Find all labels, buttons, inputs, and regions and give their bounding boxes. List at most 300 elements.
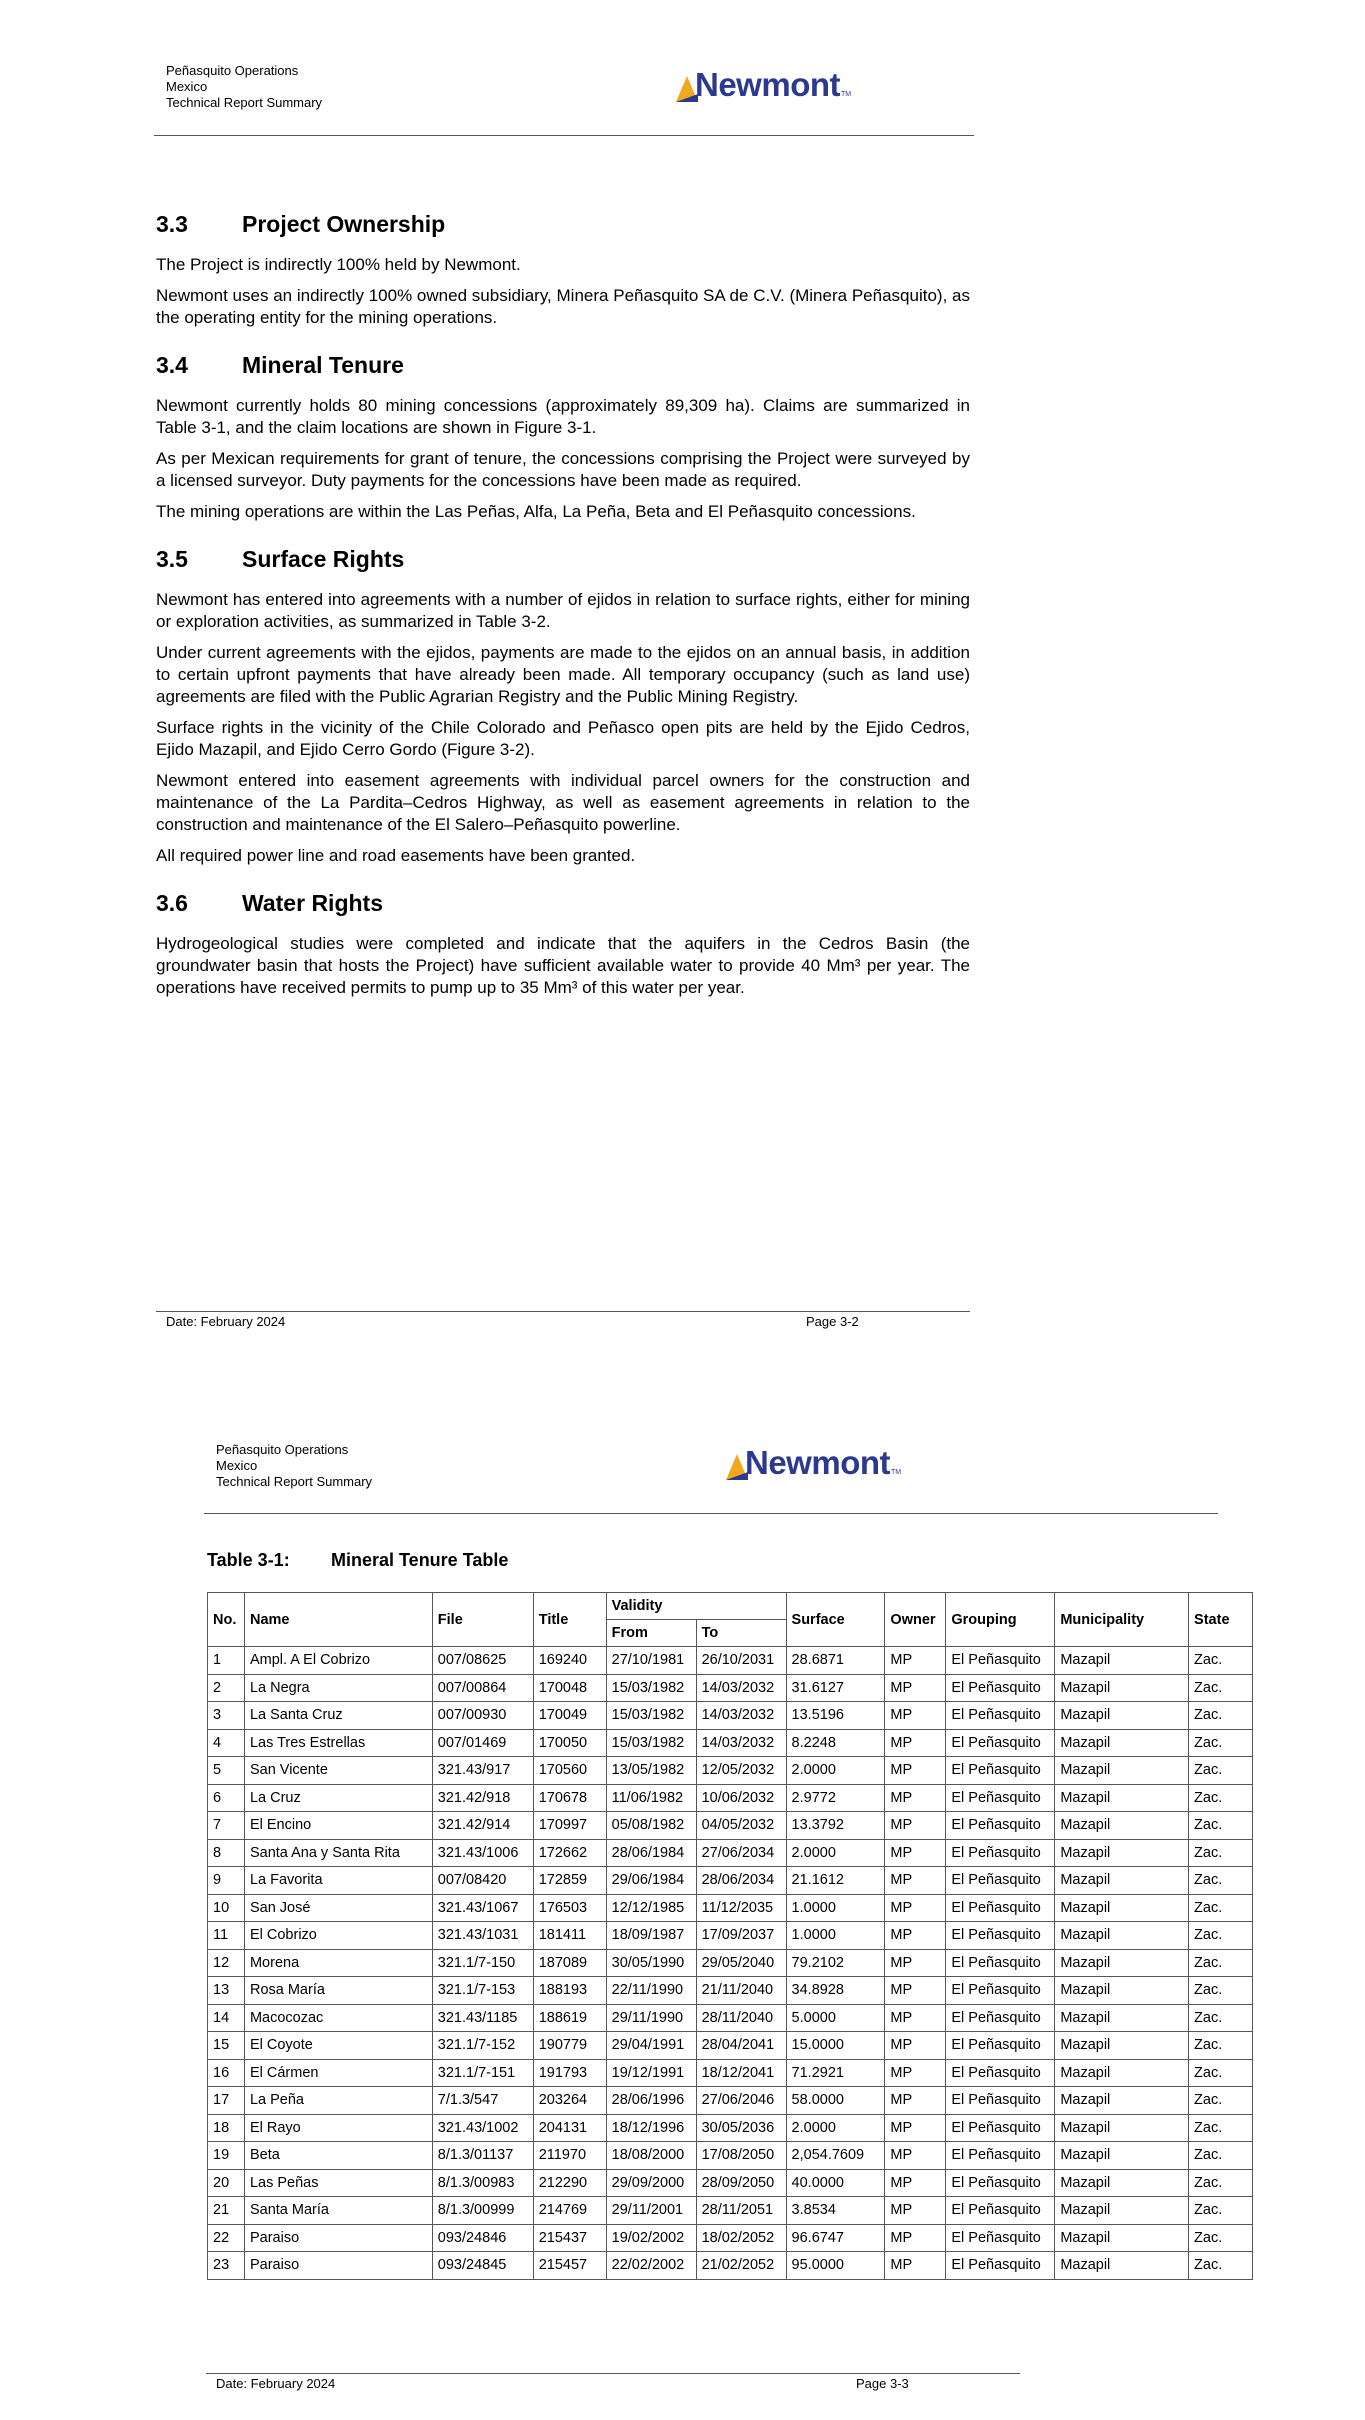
section-number: 3.5 — [156, 546, 188, 572]
table-row — [208, 2087, 1253, 2115]
cell-surface: 34.8928 — [786, 1977, 885, 2005]
cell-title: 187089 — [533, 1949, 606, 1977]
cell-owner: MP — [885, 1949, 946, 1977]
cell-municipality: Mazapil — [1055, 1729, 1189, 1757]
cell-title: 172662 — [533, 1839, 606, 1867]
col-header-title: Title — [533, 1593, 606, 1647]
cell-file: 007/00864 — [432, 1674, 533, 1702]
cell-valid-to: 14/03/2032 — [696, 1702, 786, 1730]
cell-name: El Coyote — [244, 2032, 432, 2060]
cell-state: Zac. — [1189, 1702, 1253, 1730]
cell-owner: MP — [885, 2224, 946, 2252]
cell-grouping: El Peñasquito — [946, 1674, 1055, 1702]
header-country: Mexico — [216, 1458, 258, 1473]
cell-state: Zac. — [1189, 1729, 1253, 1757]
cell-surface: 21.1612 — [786, 1867, 885, 1895]
cell-no: 5 — [208, 1757, 245, 1785]
cell-no: 20 — [208, 2169, 245, 2197]
table-row — [208, 1674, 1253, 1702]
cell-municipality: Mazapil — [1055, 1757, 1189, 1785]
cell-owner: MP — [885, 1867, 946, 1895]
section-number: 3.6 — [156, 890, 188, 916]
cell-municipality: Mazapil — [1055, 1702, 1189, 1730]
cell-no: 10 — [208, 1894, 245, 1922]
cell-surface: 2.0000 — [786, 1839, 885, 1867]
cell-file: 321.43/917 — [432, 1757, 533, 1785]
cell-municipality: Mazapil — [1055, 2169, 1189, 2197]
table-row — [208, 1867, 1253, 1895]
cell-name: Paraiso — [244, 2224, 432, 2252]
cell-valid-from: 15/03/1982 — [606, 1702, 696, 1730]
cell-valid-to: 14/03/2032 — [696, 1729, 786, 1757]
cell-surface: 1.0000 — [786, 1922, 885, 1950]
cell-state: Zac. — [1189, 2224, 1253, 2252]
cell-valid-from: 29/11/2001 — [606, 2197, 696, 2225]
cell-valid-to: 27/06/2034 — [696, 1839, 786, 1867]
header-operation: Peñasquito Operations — [216, 1442, 349, 1457]
table-row — [208, 2004, 1253, 2032]
cell-title: 170678 — [533, 1784, 606, 1812]
cell-state: Zac. — [1189, 2142, 1253, 2170]
cell-title: 170048 — [533, 1674, 606, 1702]
cell-municipality: Mazapil — [1055, 1812, 1189, 1840]
header-divider — [154, 135, 974, 136]
cell-state: Zac. — [1189, 2169, 1253, 2197]
cell-municipality: Mazapil — [1055, 2252, 1189, 2280]
cell-valid-from: 18/12/1996 — [606, 2114, 696, 2142]
cell-grouping: El Peñasquito — [946, 1977, 1055, 2005]
col-header-name: Name — [244, 1593, 432, 1647]
cell-grouping: El Peñasquito — [946, 2004, 1055, 2032]
table-row — [208, 2252, 1253, 2280]
cell-surface: 31.6127 — [786, 1674, 885, 1702]
cell-surface: 95.0000 — [786, 2252, 885, 2280]
cell-name: El Rayo — [244, 2114, 432, 2142]
cell-valid-from: 18/09/1987 — [606, 1922, 696, 1950]
cell-name: Santa María — [244, 2197, 432, 2225]
cell-owner: MP — [885, 2004, 946, 2032]
cell-owner: MP — [885, 1894, 946, 1922]
cell-grouping: El Peñasquito — [946, 1729, 1055, 1757]
cell-state: Zac. — [1189, 1757, 1253, 1785]
paragraph: The mining operations are within the Las Peñas, Alfa, La Peña, Beta and El Peñasquito concessions. — [156, 502, 916, 521]
cell-name: San Vicente — [244, 1757, 432, 1785]
cell-state: Zac. — [1189, 2087, 1253, 2115]
cell-valid-from: 13/05/1982 — [606, 1757, 696, 1785]
cell-title: 212290 — [533, 2169, 606, 2197]
cell-surface: 96.6747 — [786, 2224, 885, 2252]
cell-municipality: Mazapil — [1055, 2004, 1189, 2032]
page-3-3 — [0, 1370, 1365, 2420]
cell-valid-from: 28/06/1984 — [606, 1839, 696, 1867]
cell-surface: 5.0000 — [786, 2004, 885, 2032]
table-header-row — [208, 1593, 1253, 1620]
cell-state: Zac. — [1189, 1784, 1253, 1812]
cell-grouping: El Peñasquito — [946, 2224, 1055, 2252]
newmont-logo — [726, 1446, 901, 1480]
cell-file: 093/24845 — [432, 2252, 533, 2280]
page-body — [156, 210, 970, 1021]
section-title: Water Rights — [242, 890, 383, 916]
cell-owner: MP — [885, 1647, 946, 1675]
col-header-surface: Surface — [786, 1593, 885, 1647]
footer-page-number: Page 3-3 — [856, 2376, 909, 2391]
paragraph: Surface rights in the vicinity of the Chile Colorado and Peñasco open pits are held by the Ejido Cedros, Ejido Mazapil, and Ejido Cerro Gordo (Figure 3-2). — [156, 718, 970, 759]
cell-owner: MP — [885, 1729, 946, 1757]
cell-owner: MP — [885, 2087, 946, 2115]
cell-title: 170049 — [533, 1702, 606, 1730]
cell-file: 007/08420 — [432, 1867, 533, 1895]
cell-valid-from: 29/09/2000 — [606, 2169, 696, 2197]
table-title: Mineral Tenure Table — [331, 1550, 509, 1570]
cell-name: La Negra — [244, 1674, 432, 1702]
cell-valid-to: 26/10/2031 — [696, 1647, 786, 1675]
cell-file: 007/01469 — [432, 1729, 533, 1757]
cell-file: 321.43/1067 — [432, 1894, 533, 1922]
section-water-rights — [156, 889, 970, 999]
cell-valid-to: 27/06/2046 — [696, 2087, 786, 2115]
cell-state: Zac. — [1189, 2032, 1253, 2060]
cell-surface: 2,054.7609 — [786, 2142, 885, 2170]
logo-trademark: TM — [891, 1469, 902, 1476]
cell-owner: MP — [885, 2169, 946, 2197]
cell-valid-to: 12/05/2032 — [696, 1757, 786, 1785]
section-surface-rights — [156, 545, 970, 867]
cell-no: 17 — [208, 2087, 245, 2115]
cell-no: 18 — [208, 2114, 245, 2142]
cell-valid-from: 29/04/1991 — [606, 2032, 696, 2060]
table-row — [208, 2169, 1253, 2197]
table-row — [208, 1922, 1253, 1950]
cell-title: 215437 — [533, 2224, 606, 2252]
logo-wordmark: Newmont — [745, 1444, 890, 1481]
cell-valid-to: 28/11/2040 — [696, 2004, 786, 2032]
footer-divider — [206, 2373, 1020, 2374]
col-header-from: From — [606, 1620, 696, 1647]
section-mineral-tenure — [156, 351, 970, 523]
cell-grouping: El Peñasquito — [946, 1949, 1055, 1977]
cell-surface: 8.2248 — [786, 1729, 885, 1757]
cell-owner: MP — [885, 1784, 946, 1812]
cell-valid-from: 11/06/1982 — [606, 1784, 696, 1812]
cell-name: El Cobrizo — [244, 1922, 432, 1950]
cell-surface: 2.0000 — [786, 1757, 885, 1785]
cell-no: 6 — [208, 1784, 245, 1812]
cell-file: 8/1.3/01137 — [432, 2142, 533, 2170]
header-report-type: Technical Report Summary — [216, 1474, 373, 1489]
cell-grouping: El Peñasquito — [946, 2114, 1055, 2142]
cell-municipality: Mazapil — [1055, 1674, 1189, 1702]
cell-title: 169240 — [533, 1647, 606, 1675]
cell-owner: MP — [885, 1812, 946, 1840]
paragraph: Newmont has entered into agreements with a number of ejidos in relation to surface rights, either for mining or exploration activities, as summarized in Table 3-2. — [156, 590, 970, 631]
cell-state: Zac. — [1189, 1812, 1253, 1840]
cell-grouping: El Peñasquito — [946, 2087, 1055, 2115]
section-title: Mineral Tenure — [242, 352, 404, 378]
cell-name: La Santa Cruz — [244, 1702, 432, 1730]
cell-valid-to: 10/06/2032 — [696, 1784, 786, 1812]
cell-valid-to: 18/12/2041 — [696, 2059, 786, 2087]
cell-title: 188193 — [533, 1977, 606, 2005]
cell-valid-to: 28/06/2034 — [696, 1867, 786, 1895]
cell-title: 170997 — [533, 1812, 606, 1840]
cell-valid-from: 05/08/1982 — [606, 1812, 696, 1840]
mineral-tenure-table — [207, 1592, 1253, 2280]
cell-title: 176503 — [533, 1894, 606, 1922]
cell-title: 191793 — [533, 2059, 606, 2087]
cell-title: 214769 — [533, 2197, 606, 2225]
cell-owner: MP — [885, 2059, 946, 2087]
cell-valid-to: 21/02/2052 — [696, 2252, 786, 2280]
cell-surface: 3.8534 — [786, 2197, 885, 2225]
cell-valid-to: 11/12/2035 — [696, 1894, 786, 1922]
cell-valid-to: 30/05/2036 — [696, 2114, 786, 2142]
cell-valid-to: 28/04/2041 — [696, 2032, 786, 2060]
cell-no: 11 — [208, 1922, 245, 1950]
section-heading — [156, 545, 970, 573]
cell-valid-from: 15/03/1982 — [606, 1729, 696, 1757]
table-row — [208, 1702, 1253, 1730]
cell-state: Zac. — [1189, 2252, 1253, 2280]
cell-title: 215457 — [533, 2252, 606, 2280]
cell-state: Zac. — [1189, 2114, 1253, 2142]
cell-file: 321.43/1002 — [432, 2114, 533, 2142]
table-row — [208, 1729, 1253, 1757]
table-row — [208, 2114, 1253, 2142]
cell-surface: 15.0000 — [786, 2032, 885, 2060]
cell-grouping: El Peñasquito — [946, 2142, 1055, 2170]
cell-file: 321.42/914 — [432, 1812, 533, 1840]
cell-no: 8 — [208, 1839, 245, 1867]
cell-owner: MP — [885, 2252, 946, 2280]
paragraph: Newmont uses an indirectly 100% owned subsidiary, Minera Peñasquito SA de C.V. (Minera Peñasquito), as the operating entity for the mining operations. — [156, 286, 970, 327]
cell-valid-to: 28/09/2050 — [696, 2169, 786, 2197]
cell-owner: MP — [885, 1702, 946, 1730]
cell-title: 203264 — [533, 2087, 606, 2115]
cell-municipality: Mazapil — [1055, 2087, 1189, 2115]
cell-grouping: El Peñasquito — [946, 1839, 1055, 1867]
cell-name: Paraiso — [244, 2252, 432, 2280]
col-header-no: No. — [208, 1593, 245, 1647]
cell-name: El Encino — [244, 1812, 432, 1840]
cell-valid-to: 17/09/2037 — [696, 1922, 786, 1950]
cell-name: Beta — [244, 2142, 432, 2170]
footer-divider — [156, 1311, 970, 1312]
cell-file: 8/1.3/00983 — [432, 2169, 533, 2197]
cell-municipality: Mazapil — [1055, 2032, 1189, 2060]
cell-file: 321.42/918 — [432, 1784, 533, 1812]
table-row — [208, 2197, 1253, 2225]
cell-valid-to: 18/02/2052 — [696, 2224, 786, 2252]
table-row — [208, 1784, 1253, 1812]
col-header-validity: Validity — [606, 1593, 786, 1620]
cell-grouping: El Peñasquito — [946, 1757, 1055, 1785]
cell-state: Zac. — [1189, 1894, 1253, 1922]
newmont-logo — [676, 68, 851, 102]
cell-valid-from: 27/10/1981 — [606, 1647, 696, 1675]
paragraph: The Project is indirectly 100% held by Newmont. — [156, 255, 521, 274]
cell-valid-from: 12/12/1985 — [606, 1894, 696, 1922]
table-row — [208, 1894, 1253, 1922]
cell-valid-from: 15/03/1982 — [606, 1674, 696, 1702]
cell-title: 188619 — [533, 2004, 606, 2032]
cell-grouping: El Peñasquito — [946, 1702, 1055, 1730]
cell-state: Zac. — [1189, 1674, 1253, 1702]
table-row — [208, 1949, 1253, 1977]
cell-valid-to: 04/05/2032 — [696, 1812, 786, 1840]
table-row — [208, 1812, 1253, 1840]
cell-name: Morena — [244, 1949, 432, 1977]
cell-no: 16 — [208, 2059, 245, 2087]
page-header-text — [216, 1442, 372, 1490]
paragraph: Hydrogeological studies were completed and indicate that the aquifers in the Cedros Basin (the groundwater basin that hosts the Project) have sufficient available water to provide 40 Mm³ per year. The operations have received permits to pump up to 35 Mm³ of this water per year. — [156, 934, 970, 997]
cell-owner: MP — [885, 2114, 946, 2142]
section-heading — [156, 889, 970, 917]
cell-name: San José — [244, 1894, 432, 1922]
cell-state: Zac. — [1189, 1839, 1253, 1867]
cell-owner: MP — [885, 1757, 946, 1785]
cell-title: 170560 — [533, 1757, 606, 1785]
table-row — [208, 1647, 1253, 1675]
section-title: Surface Rights — [242, 546, 405, 572]
cell-valid-from: 19/12/1991 — [606, 2059, 696, 2087]
cell-municipality: Mazapil — [1055, 2142, 1189, 2170]
cell-municipality: Mazapil — [1055, 1867, 1189, 1895]
cell-name: El Cármen — [244, 2059, 432, 2087]
cell-municipality: Mazapil — [1055, 1949, 1189, 1977]
cell-surface: 2.0000 — [786, 2114, 885, 2142]
cell-name: Las Peñas — [244, 2169, 432, 2197]
section-heading — [156, 210, 970, 238]
cell-valid-from: 29/11/1990 — [606, 2004, 696, 2032]
cell-municipality: Mazapil — [1055, 2114, 1189, 2142]
cell-state: Zac. — [1189, 2197, 1253, 2225]
col-header-municipality: Municipality — [1055, 1593, 1189, 1647]
cell-no: 7 — [208, 1812, 245, 1840]
paragraph: Newmont entered into easement agreements with individual parcel owners for the construction and maintenance of the La Pardita–Cedros Highway, as well as easement agreements in relation to the construction and maintenance of the El Salero–Peñasquito powerline. — [156, 771, 970, 834]
table-body — [208, 1647, 1253, 2280]
cell-surface: 28.6871 — [786, 1647, 885, 1675]
cell-municipality: Mazapil — [1055, 1784, 1189, 1812]
cell-surface: 40.0000 — [786, 2169, 885, 2197]
cell-title: 181411 — [533, 1922, 606, 1950]
paragraph: As per Mexican requirements for grant of tenure, the concessions comprising the Project were surveyed by a licensed surveyor. Duty payments for the concessions have been made as required. — [156, 449, 970, 490]
cell-owner: MP — [885, 2197, 946, 2225]
cell-title: 204131 — [533, 2114, 606, 2142]
col-header-to: To — [696, 1620, 786, 1647]
cell-grouping: El Peñasquito — [946, 1812, 1055, 1840]
cell-owner: MP — [885, 1839, 946, 1867]
cell-name: La Favorita — [244, 1867, 432, 1895]
header-divider — [204, 1513, 1218, 1514]
section-title: Project Ownership — [242, 211, 446, 237]
table-row — [208, 1977, 1253, 2005]
cell-state: Zac. — [1189, 1949, 1253, 1977]
cell-file: 007/00930 — [432, 1702, 533, 1730]
cell-valid-from: 19/02/2002 — [606, 2224, 696, 2252]
cell-valid-from: 18/08/2000 — [606, 2142, 696, 2170]
cell-grouping: El Peñasquito — [946, 2169, 1055, 2197]
cell-grouping: El Peñasquito — [946, 2032, 1055, 2060]
cell-valid-to: 21/11/2040 — [696, 1977, 786, 2005]
cell-state: Zac. — [1189, 1922, 1253, 1950]
paragraph: Newmont currently holds 80 mining concessions (approximately 89,309 ha). Claims are summarized in Table 3-1, and the claim locations are shown in Figure 3-1. — [156, 396, 970, 437]
cell-owner: MP — [885, 1674, 946, 1702]
section-number: 3.3 — [156, 211, 188, 237]
cell-no: 13 — [208, 1977, 245, 2005]
cell-municipality: Mazapil — [1055, 1922, 1189, 1950]
cell-owner: MP — [885, 1922, 946, 1950]
cell-grouping: El Peñasquito — [946, 1647, 1055, 1675]
cell-surface: 79.2102 — [786, 1949, 885, 1977]
col-header-grouping: Grouping — [946, 1593, 1055, 1647]
cell-state: Zac. — [1189, 2059, 1253, 2087]
cell-valid-to: 14/03/2032 — [696, 1674, 786, 1702]
cell-name: La Cruz — [244, 1784, 432, 1812]
cell-valid-from: 22/11/1990 — [606, 1977, 696, 2005]
table-row — [208, 2032, 1253, 2060]
cell-no: 22 — [208, 2224, 245, 2252]
col-header-state: State — [1189, 1593, 1253, 1647]
cell-no: 19 — [208, 2142, 245, 2170]
header-country: Mexico — [166, 79, 208, 94]
cell-valid-from: 28/06/1996 — [606, 2087, 696, 2115]
table-row — [208, 2224, 1253, 2252]
logo-wordmark: Newmont — [695, 66, 840, 103]
cell-surface: 58.0000 — [786, 2087, 885, 2115]
cell-grouping: El Peñasquito — [946, 2252, 1055, 2280]
cell-valid-from: 22/02/2002 — [606, 2252, 696, 2280]
cell-municipality: Mazapil — [1055, 1977, 1189, 2005]
footer-date: Date: February 2024 — [216, 2376, 336, 2391]
cell-no: 3 — [208, 1702, 245, 1730]
cell-grouping: El Peñasquito — [946, 1922, 1055, 1950]
cell-file: 007/08625 — [432, 1647, 533, 1675]
cell-no: 4 — [208, 1729, 245, 1757]
section-number: 3.4 — [156, 352, 188, 378]
footer-date: Date: February 2024 — [166, 1314, 286, 1329]
col-header-owner: Owner — [885, 1593, 946, 1647]
cell-grouping: El Peñasquito — [946, 1784, 1055, 1812]
cell-no: 12 — [208, 1949, 245, 1977]
cell-municipality: Mazapil — [1055, 2224, 1189, 2252]
cell-file: 321.1/7-151 — [432, 2059, 533, 2087]
cell-no: 9 — [208, 1867, 245, 1895]
cell-grouping: El Peñasquito — [946, 1867, 1055, 1895]
table-row — [208, 2142, 1253, 2170]
footer-page-number: Page 3-2 — [806, 1314, 859, 1329]
page-header-text — [166, 63, 322, 111]
cell-valid-from: 30/05/1990 — [606, 1949, 696, 1977]
table-number: Table 3-1: — [207, 1550, 290, 1570]
header-operation: Peñasquito Operations — [166, 63, 299, 78]
cell-file: 093/24846 — [432, 2224, 533, 2252]
col-header-file: File — [432, 1593, 533, 1647]
cell-file: 321.43/1006 — [432, 1839, 533, 1867]
cell-grouping: El Peñasquito — [946, 2059, 1055, 2087]
cell-no: 14 — [208, 2004, 245, 2032]
cell-no: 23 — [208, 2252, 245, 2280]
cell-title: 172859 — [533, 1867, 606, 1895]
cell-file: 321.1/7-152 — [432, 2032, 533, 2060]
cell-valid-to: 29/05/2040 — [696, 1949, 786, 1977]
cell-owner: MP — [885, 2032, 946, 2060]
cell-grouping: El Peñasquito — [946, 1894, 1055, 1922]
cell-file: 7/1.3/547 — [432, 2087, 533, 2115]
paragraph: All required power line and road easements have been granted. — [156, 846, 636, 865]
cell-name: La Peña — [244, 2087, 432, 2115]
cell-surface: 2.9772 — [786, 1784, 885, 1812]
